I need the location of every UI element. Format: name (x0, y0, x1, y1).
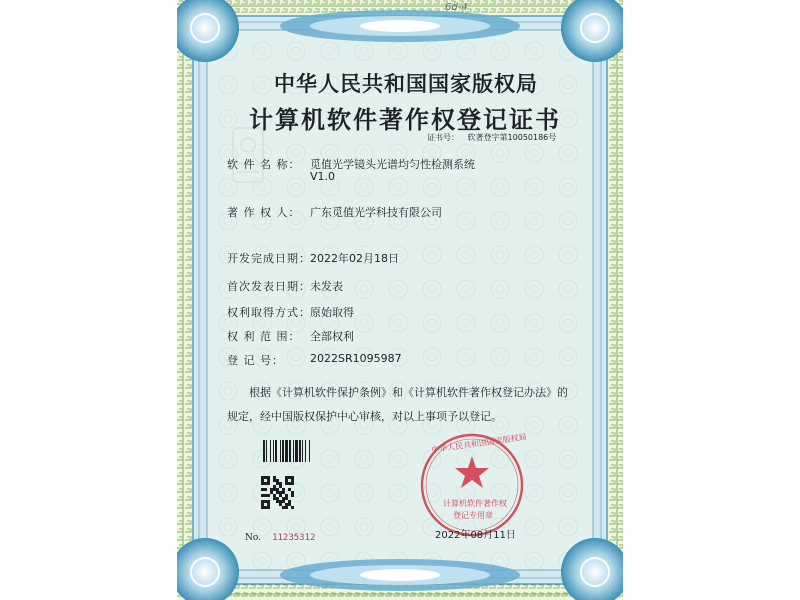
field-value-rights-scope: 全部权利 (310, 330, 354, 343)
issuer-heading: 中华人民共和国国家版权局 (274, 71, 538, 96)
field-value-software-version: V1.0 (310, 170, 336, 183)
certificate (177, 0, 623, 600)
serial-number (245, 525, 315, 544)
field-label-registration-number: 登 记 号： (227, 354, 284, 367)
handwritten-note: 6d-4 (445, 2, 468, 13)
certificate-number (427, 132, 556, 143)
seal-inner-line-2: 登记专用章 (453, 511, 493, 520)
top-ornament (280, 10, 520, 42)
field-label-rights-scope: 权 利 范 围： (227, 330, 301, 343)
bottom-ornament (280, 559, 520, 591)
serial-label: No. (245, 533, 261, 543)
field-value-first-publication: 未发表 (310, 280, 343, 293)
field-label-first-publication: 首次发表日期： (227, 280, 311, 293)
field-value-completion-date: 2022年02月18日 (310, 252, 399, 265)
statement-line-2: 规定，经中国版权保护中心审核，对以上事项予以登记。 (227, 410, 502, 423)
statement-line-1: 根据《计算机软件保护条例》和《计算机软件著作权登记办法》的 (249, 386, 568, 399)
issue-date: 2022年08月11日 (435, 530, 516, 541)
field-label-copyright-owner: 著 作 权 人： (227, 206, 301, 219)
certificate-title: 计算机软件著作权登记证书 (249, 105, 561, 134)
serial-value: 11235312 (272, 533, 316, 543)
field-value-registration-number: 2022SR1095987 (310, 352, 402, 365)
seal-inner-line-1: 计算机软件著作权 (443, 499, 507, 508)
field-value-software-name: 觅值光学镜头光谱均匀性检测系统 (310, 158, 475, 171)
barcode (263, 440, 310, 462)
field-value-acquisition-method: 原始取得 (310, 306, 354, 319)
certificate-number-label: 证书号： (427, 133, 459, 142)
certificate-number-value: 软著登字第10050186号 (467, 133, 557, 142)
field-label-acquisition-method: 权利取得方式： (227, 306, 311, 319)
field-label-software-name: 软 件 名 称： (227, 158, 301, 171)
field-value-copyright-owner: 广东觅值光学科技有限公司 (310, 206, 442, 219)
seal-ring-text: 中华人民共和国国家版权局 (430, 432, 528, 455)
field-label-completion-date: 开发完成日期： (227, 252, 311, 265)
